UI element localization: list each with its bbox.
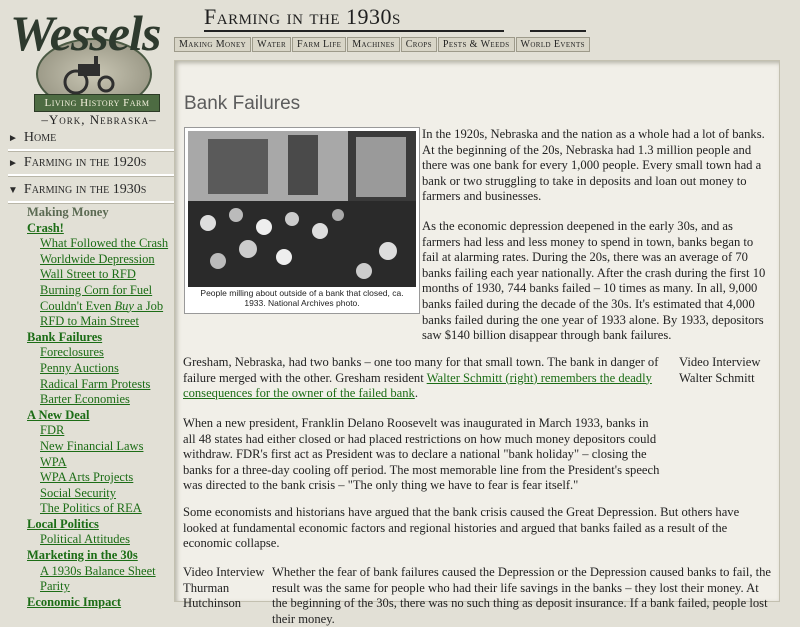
sub-nav-link-label[interactable]: FDR	[40, 423, 65, 438]
sub-navigation	[27, 205, 177, 610]
sub-nav-heading-label: Making Money	[27, 205, 109, 219]
nav-farming-1930s[interactable]	[8, 179, 174, 203]
sub-nav-link[interactable]	[27, 314, 177, 330]
sub-nav-link-label[interactable]: Couldn't Even Buy a Job	[40, 298, 164, 313]
chevron-right-icon: ►	[8, 133, 18, 144]
chevron-down-icon: ▼	[8, 185, 18, 196]
sub-nav-link[interactable]	[27, 392, 177, 408]
sub-nav-section[interactable]	[27, 548, 177, 564]
paragraph-6: Whether the fear of bank failures caused the Depression or the Depression caused banks to fail, the result was the same for people who had their life savings in the banks – they lost their money. At the beginning of the 30s, there was no such thing as deposit insurance. If a bank failed, people lost their money.	[272, 565, 772, 626]
sub-nav-link[interactable]	[27, 579, 177, 595]
top-navigation	[174, 37, 591, 52]
video-interview-thurman-hutchinson[interactable]: Video Interview Thurman Hutchinson	[183, 565, 265, 611]
sub-nav-link[interactable]	[27, 470, 177, 486]
sub-nav-section-link[interactable]: Marketing in the 30s	[27, 548, 138, 563]
site-logo[interactable]	[8, 4, 172, 126]
nav-farming-1930s-label: Farming in the 1930s	[23, 182, 147, 197]
top-tab[interactable]: Water	[252, 37, 291, 52]
sub-nav-link[interactable]	[27, 283, 177, 299]
sub-nav-heading	[27, 205, 177, 221]
title-rule	[530, 30, 586, 32]
sub-nav-link-label[interactable]: WPA	[40, 454, 67, 469]
top-tab[interactable]: Pests & Weeds	[438, 37, 515, 52]
photo-caption: People milling about outside of a bank that closed, ca. 1933. National Archives photo.	[200, 288, 404, 308]
sub-nav-link-label[interactable]: Parity	[40, 579, 70, 594]
crowd-photo	[188, 131, 416, 287]
sub-nav-link-label[interactable]: New Financial Laws	[40, 438, 144, 453]
sub-nav-link[interactable]	[27, 377, 177, 393]
sub-nav-section[interactable]	[27, 408, 177, 424]
nav-home[interactable]	[8, 127, 174, 151]
sub-nav-section-link[interactable]: Crash!	[27, 220, 64, 235]
sub-nav-section-link[interactable]: Bank Failures	[27, 329, 103, 344]
nav-farming-1920s-label: Farming in the 1920s	[23, 155, 147, 170]
sub-nav-link-label[interactable]: What Followed the Crash	[40, 236, 169, 251]
sub-nav-link-label[interactable]: Penny Auctions	[40, 360, 119, 375]
sub-nav-link-label[interactable]: Political Attitudes	[40, 532, 130, 547]
top-tab[interactable]: Crops	[401, 37, 437, 52]
top-tab[interactable]: Making Money	[174, 37, 251, 52]
paragraph-3	[183, 355, 661, 402]
sub-nav-link[interactable]	[27, 564, 177, 580]
paragraph-5: Some economists and historians have argued that the bank crisis caused the Great Depression. But others have looked at fundamental economic factors and regional histories and argued that banks failed as a result of the economic collapse.	[183, 505, 740, 551]
sub-nav-link[interactable]	[27, 299, 177, 315]
sub-nav-link-label[interactable]: Worldwide Depression	[40, 251, 155, 266]
walter-schmitt-link[interactable]: Walter Schmitt (right) remembers the deadly consequences for the owner of the failed bank	[183, 370, 652, 401]
title-rule	[204, 30, 504, 32]
sub-nav-link[interactable]	[27, 361, 177, 377]
sub-nav-section[interactable]	[27, 595, 177, 611]
sub-nav-link-label[interactable]: Burning Corn for Fuel	[40, 282, 153, 297]
sub-nav-link-label[interactable]: Foreclosures	[40, 345, 104, 360]
nav-home-label: Home	[23, 130, 57, 145]
site-title: Farming in the 1930s	[204, 4, 401, 29]
sub-nav-link-label[interactable]: A 1930s Balance Sheet	[40, 563, 156, 578]
sub-nav-section-link[interactable]: Economic Impact	[27, 594, 122, 609]
sub-nav-link-label[interactable]: The Politics of REA	[40, 501, 142, 516]
sub-nav-link[interactable]	[27, 423, 177, 439]
top-tab[interactable]: Machines	[347, 37, 399, 52]
sub-nav-link[interactable]	[27, 236, 177, 252]
page-title: Bank Failures	[184, 93, 301, 114]
sub-nav-section[interactable]	[27, 517, 177, 533]
video-interview-walter-schmitt[interactable]: Video Interview Walter Schmitt	[679, 355, 761, 385]
paragraph-1: In the 1920s, Nebraska and the nation as a whole had a lot of banks. At the beginning of the 20s, Nebraska had 1.3 million people and there was one bank for every 1,000 people. Every small town had a bank or two struggling to take in deposits and loan out money to farmers and businesses.	[422, 127, 765, 204]
sub-nav-link[interactable]	[27, 532, 177, 548]
sub-nav-link[interactable]	[27, 345, 177, 361]
paragraph-4: When a new president, Franklin Delano Roosevelt was inaugurated in March 1933, banks in all 48 states had either closed or had placed restrictions on how much money depositors could withdraw. FDR's first act as President was to declare a national "bank holiday" – closing the banks for a three-day cooling off period. The most memorable line from the President's speech was directed to the bank crisis – "The only thing we have to fear is fear itself."	[183, 416, 660, 493]
sub-nav-link[interactable]	[27, 439, 177, 455]
nav-farming-1920s[interactable]	[8, 152, 174, 176]
top-tab[interactable]: World Events	[516, 37, 590, 52]
sub-nav-section[interactable]	[27, 221, 177, 237]
bank-photo	[184, 127, 420, 314]
sub-nav-section-link[interactable]: Local Politics	[27, 516, 99, 531]
sub-nav-link[interactable]	[27, 486, 177, 502]
sub-nav-link-label[interactable]: RFD to Main Street	[40, 314, 139, 329]
sub-nav-link[interactable]	[27, 455, 177, 471]
sub-nav-link-label[interactable]: Radical Farm Protests	[40, 376, 151, 391]
sub-nav-link-label[interactable]: WPA Arts Projects	[40, 470, 134, 485]
sub-nav-link[interactable]	[27, 501, 177, 517]
logo-location: –York, Nebraska–	[41, 112, 157, 127]
sub-nav-link[interactable]	[27, 252, 177, 268]
logo-wordmark: Wessels	[10, 5, 161, 61]
sub-nav-section[interactable]	[27, 330, 177, 346]
sub-nav-link-label[interactable]: Barter Economies	[40, 392, 130, 407]
sub-nav-link[interactable]	[27, 267, 177, 283]
paragraph-3-end: .	[414, 386, 418, 401]
sub-nav-link-label[interactable]: Social Security	[40, 485, 117, 500]
logo-banner: Living History Farm	[34, 94, 160, 112]
chevron-right-icon: ►	[8, 158, 18, 169]
sub-nav-section-link[interactable]: A New Deal	[27, 407, 90, 422]
top-tab[interactable]: Farm Life	[292, 37, 346, 52]
paragraph-3-text: Gresham, Nebraska, had two banks – one too many for that small town. The bank in danger of failure merged with the other. Gresham resident	[183, 355, 659, 385]
paragraph-2-top: As the economic depression deepened in the early 30s, and as farmers had less and less money to spend in town, banks began to fail at alarming rates. During the 20s, there was an average of 70 banks failing each year nationally. After the crash during the first 10 months of 1930, 744 banks failed – 10 times as many. In all, 9,000 banks failed during the decade of the 30s. It's estimated that 4,000 banks failed during the one year of 1933 alone. By 1933, depositors saw $140 billion disappear through bank failures.	[422, 219, 766, 343]
sub-nav-link-label[interactable]: Wall Street to RFD	[40, 267, 136, 282]
